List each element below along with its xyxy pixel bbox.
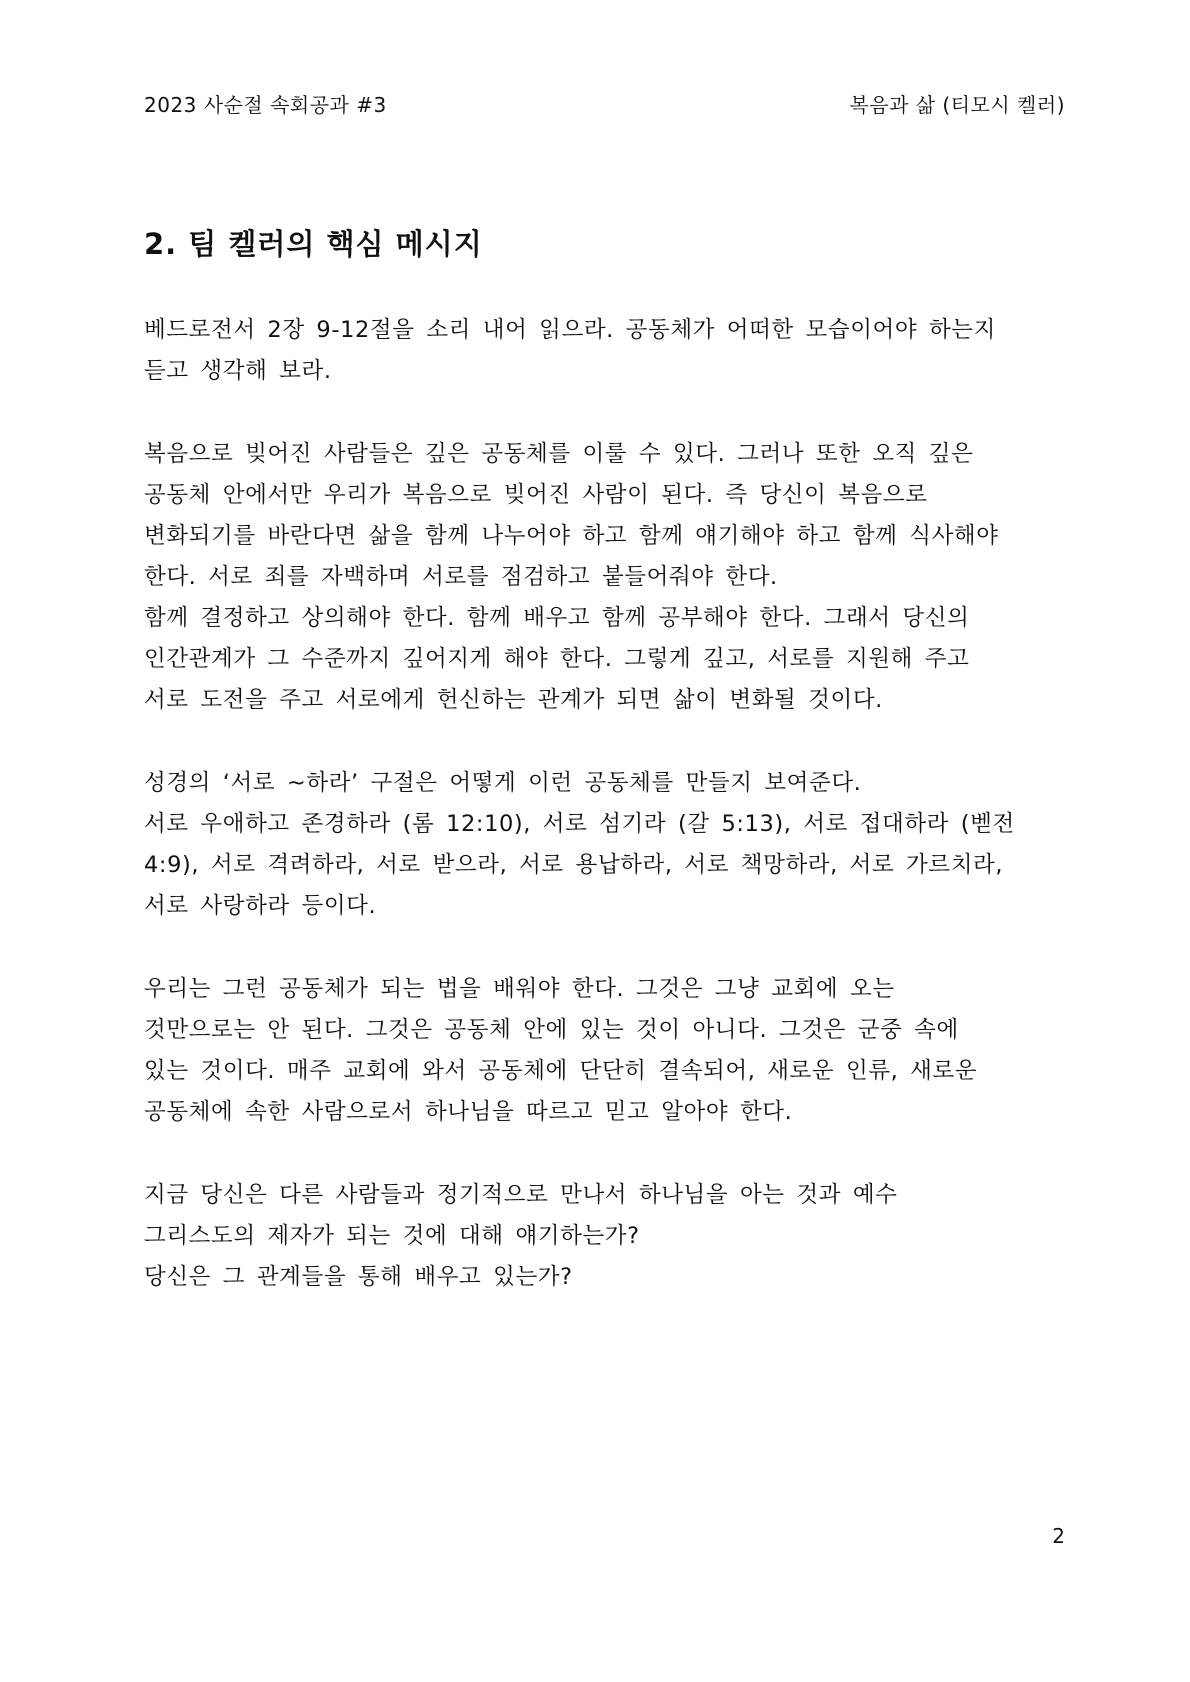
- text-line: 서로 도전을 주고 서로에게 헌신하는 관계가 되면 삶이 변화될 것이다.: [144, 687, 883, 713]
- page-header: [144, 88, 1065, 118]
- text-line: 우리는 그런 공동체가 되는 법을 배워야 한다. 그것은 그냥 교회에 오는: [144, 976, 895, 1002]
- text-line: 성경의 ‘서로 ~하라’ 구절은 어떻게 이런 공동체를 만들지 보여준다.: [144, 770, 862, 796]
- paragraph-1: [144, 310, 1074, 392]
- text-line: 베드로전서 2장 9-12절을 소리 내어 읽으라. 공동체가 어떠한 모습이어야 하는지: [144, 317, 996, 343]
- section-title: 2. 팀 켈러의 핵심 메시지: [144, 227, 483, 261]
- header-right-text: 복음과 삶 (티모시 켈러): [849, 92, 1065, 117]
- paragraph-2: [144, 434, 1074, 721]
- text-line: 변화되기를 바란다면 삶을 함께 나누어야 하고 함께 얘기해야 하고 함께 식사해야: [144, 523, 999, 549]
- text-line: 서로 우애하고 존경하라 (롬 12:10), 서로 섬기라 (갈 5:13), 서로 접대하라 (벧전: [144, 811, 1015, 837]
- text-line: 한다. 서로 죄를 자백하며 서로를 점검하고 붙들어줘야 한다.: [144, 564, 778, 590]
- text-line: 그리스도의 제자가 되는 것에 대해 얘기하는가?: [144, 1223, 640, 1249]
- text-line: 당신은 그 관계들을 통해 배우고 있는가?: [144, 1264, 573, 1290]
- text-line: 인간관계가 그 수준까지 깊어지게 해야 한다. 그렇게 깊고, 서로를 지원해 주고: [144, 646, 970, 672]
- text-line: 공동체에 속한 사람으로서 하나님을 따르고 믿고 알아야 한다.: [144, 1099, 793, 1125]
- text-line: 듣고 생각해 보라.: [144, 358, 332, 384]
- text-line: 서로 사랑하라 등이다.: [144, 893, 377, 919]
- text-line: 지금 당신은 다른 사람들과 정기적으로 만나서 하나님을 아는 것과 예수: [144, 1182, 898, 1208]
- paragraph-3: [144, 763, 1074, 927]
- text-line: 함께 결정하고 상의해야 한다. 함께 배우고 함께 공부해야 한다. 그래서 당신의: [144, 605, 970, 631]
- paragraph-4: [144, 969, 1074, 1133]
- text-line: 복음으로 빚어진 사람들은 깊은 공동체를 이룰 수 있다. 그러나 또한 오직 깊은: [144, 441, 974, 467]
- body-content: [144, 310, 1074, 1340]
- page-number: 2: [1052, 1524, 1065, 1548]
- text-line: 것만으로는 안 된다. 그것은 공동체 안에 있는 것이 아니다. 그것은 군중 속에: [144, 1017, 959, 1043]
- paragraph-5: [144, 1175, 1074, 1298]
- text-line: 공동체 안에서만 우리가 복음으로 빚어진 사람이 된다. 즉 당신이 복음으로: [144, 482, 928, 508]
- header-left-text: 2023 사순절 속회공과 #3: [144, 92, 387, 117]
- text-line: 있는 것이다. 매주 교회에 와서 공동체에 단단히 결속되어, 새로운 인류, 새로운: [144, 1058, 978, 1084]
- text-line: 4:9), 서로 격려하라, 서로 받으라, 서로 용납하라, 서로 책망하라, 서로 가르치라,: [144, 852, 1004, 878]
